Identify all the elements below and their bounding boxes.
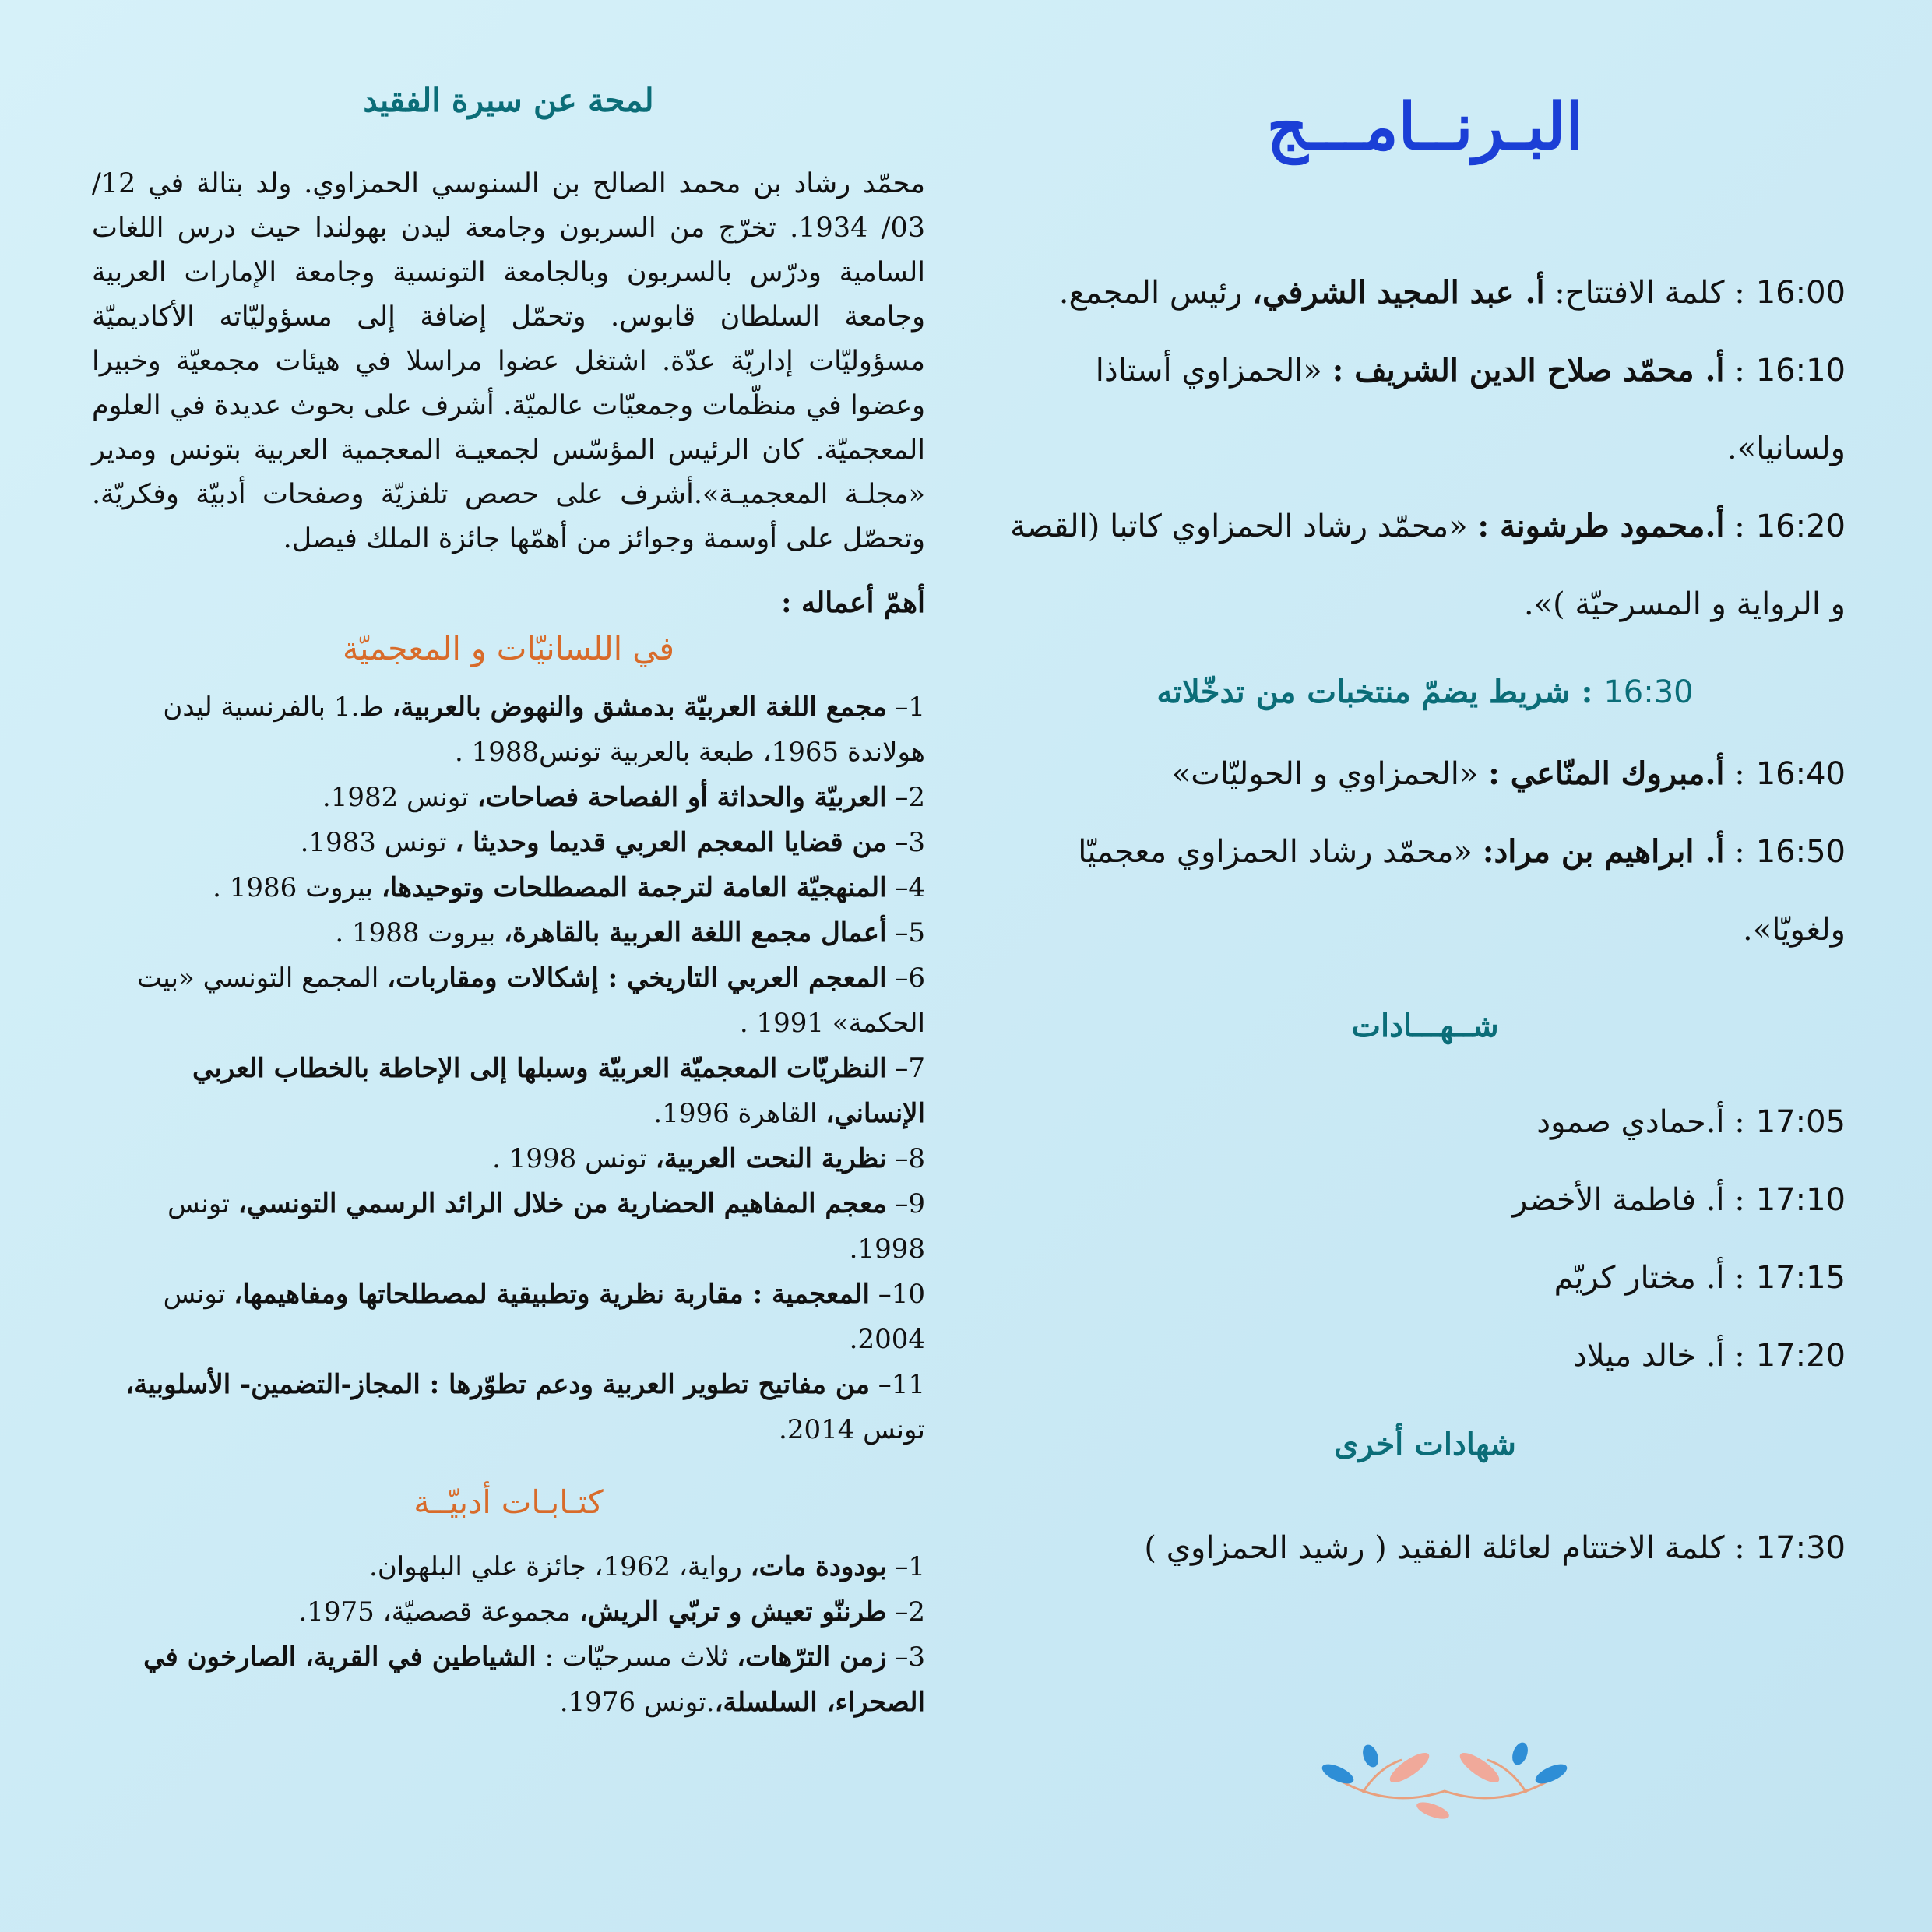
literary-details: رواية، 1962، جائزة علي البلهوان. (369, 1551, 751, 1582)
program-topic: «محمّد رشاد الحمزاوي معجميّا ولغويّا». (1078, 834, 1846, 948)
work-title: المعجمية : مقاربة نظرية وتطبيقية لمصطلحاتها ومفاهيمها، (234, 1279, 870, 1310)
work-item: 6– المعجم العربي التاريخي : إشكالات ومقاربات، المجمع التونسي «بيت الحكمة» 1991 . (136, 962, 925, 1039)
work-title: نظرية النحت العربية، (655, 1143, 887, 1174)
work-number: 8 (908, 1143, 925, 1174)
testimony-speaker: : أ. فاطمة الأخضر (1512, 1182, 1745, 1218)
program-item (1005, 813, 1846, 969)
testimony-speaker: : أ.حمادي صمود (1536, 1104, 1745, 1140)
work-item: 1– مجمع اللغة العربيّة بدمشق والنهوض بالعربية، ط.1 بالفرنسية ليدن هولاندة 1965، طبعة بالعربية تونس1988 . (163, 692, 925, 768)
work-title: المعجم العربي التاريخي : إشكالات ومقاربات، (387, 962, 887, 994)
work-details: بيروت 1988 . (335, 917, 504, 948)
program-title: البـرنــامـــج (1266, 90, 1584, 164)
program-speaker: أ.محمود طرشونة : (1477, 508, 1725, 544)
biography-column (92, 82, 925, 1725)
program-time: 16:40 (1755, 756, 1846, 792)
work-number: 2 (908, 782, 925, 813)
work-number: 3 (908, 827, 925, 858)
work-title: العربيّة والحداثة أو الفصاحة فصاحات، (477, 782, 887, 813)
testimony-time: 17:10 (1755, 1182, 1846, 1218)
literary-number: 1 (908, 1551, 925, 1582)
work-number: 4 (908, 872, 925, 903)
program-prefix: : (1724, 353, 1745, 389)
work-number: 11 (891, 1369, 925, 1400)
testimonies-list (1005, 1083, 1846, 1395)
program-item (1005, 332, 1846, 487)
work-item: 3– من قضايا المعجم العربي قديما وحديثا ، تونس 1983. (300, 827, 925, 858)
literary-details: مجموعة قصصيّة، 1975. (298, 1596, 579, 1628)
testimony-time: 17:15 (1755, 1260, 1846, 1296)
work-details: المجمع التونسي «بيت الحكمة» 1991 . (136, 962, 925, 1039)
work-title: المنهجيّة العامة لترجمة المصطلحات وتوحيدها، (381, 872, 887, 903)
work-item: 11– من مفاتيح تطوير العربية ودعم تطوّرها : المجاز-التضمين- الأسلوبية، تونس 2014. (125, 1369, 925, 1445)
literary-number: 2 (908, 1596, 925, 1628)
testimony-item (1005, 1083, 1846, 1161)
work-item: 5– أعمال مجمع اللغة العربية بالقاهرة، بيروت 1988 . (335, 917, 925, 948)
program-topic: «الحمزاوي و الحوليّات» (1171, 756, 1489, 792)
program-list-2 (1005, 735, 1846, 969)
work-number: 10 (891, 1279, 925, 1310)
work-title: أعمال مجمع اللغة العربية بالقاهرة، (504, 917, 887, 948)
program-speaker: أ.مبروك المنّاعي : (1488, 755, 1725, 792)
program-speaker: أ. عبد المجيد الشرفي، (1252, 274, 1545, 311)
program-prefix: : (1724, 509, 1745, 544)
literary-item: 2– طرننّو تعيش و تربّي الريش، مجموعة قصصيّة، 1975. (298, 1596, 925, 1628)
work-details: تونس 1982. (322, 782, 477, 813)
program-topic: رئيس المجمع. (1058, 275, 1253, 311)
program-prefix: : (1724, 756, 1745, 792)
testimony-time: 17:20 (1755, 1338, 1846, 1374)
program-speaker: أ. ابراهيم بن مراد: (1482, 833, 1725, 870)
work-details: تونس 2014. (779, 1414, 925, 1445)
work-number: 5 (908, 917, 925, 948)
testimonies-title: شــهـــادات (1351, 1008, 1499, 1044)
work-title: معجم المفاهيم الحضارية من خلال الرائد الرسمي التونسي، (238, 1188, 887, 1219)
work-item: 2– العربيّة والحداثة أو الفصاحة فصاحات، تونس 1982. (322, 782, 925, 813)
closing-item (1005, 1509, 1846, 1587)
work-details: تونس 2004. (163, 1279, 925, 1355)
work-item: 4– المنهجيّة العامة لترجمة المصطلحات وتوحيدها، بيروت 1986 . (213, 872, 925, 903)
work-item: 10– المعجمية : مقاربة نظرية وتطبيقية لمصطلحاتها ومفاهيمها، تونس 2004. (163, 1279, 925, 1355)
program-time: 16:10 (1755, 353, 1846, 389)
closing-time: 17:30 (1755, 1530, 1846, 1566)
testimony-item (1005, 1239, 1846, 1317)
work-details: ط.1 بالفرنسية ليدن هولاندة 1965، طبعة بالعربية تونس1988 . (163, 692, 925, 768)
work-item: 8– نظرية النحت العربية، تونس 1998 . (492, 1143, 925, 1174)
literary-title: بودودة مات، (750, 1551, 887, 1582)
literary-number: 3 (908, 1642, 925, 1673)
floral-flourish-icon (1316, 1737, 1573, 1830)
work-details: تونس 1998 . (492, 1143, 656, 1174)
work-details: بيروت 1986 . (213, 872, 382, 903)
other-testimonies-title: شهادات أخرى (1334, 1426, 1516, 1462)
linguistics-list (92, 684, 925, 1452)
works-heading: أهمّ أعماله : (781, 586, 925, 619)
program-item (1005, 735, 1846, 813)
program-prefix: : (1724, 834, 1745, 870)
film-text: : شريط يضمّ منتخبات من تدخّلاته (1156, 674, 1593, 710)
work-item: 7– النظريّات المعجميّة العربيّة وسبلها إلى الإحاطة بالخطاب العربي الإنساني، القاهرة 1996. (192, 1053, 925, 1129)
program-topic: «محمّد رشاد الحمزاوي كاتبا (القصة و الرواية و المسرحيّة )». (1010, 509, 1846, 622)
work-number: 9 (908, 1188, 925, 1219)
program-prefix: : كلمة الافتتاح: (1544, 275, 1745, 311)
testimony-item (1005, 1317, 1846, 1395)
program-time: 16:20 (1755, 509, 1846, 544)
work-title: النظريّات المعجميّة العربيّة وسبلها إلى الإحاطة بالخطاب العربي الإنساني، (192, 1053, 925, 1129)
literary-title: كتـابـات أدبيّــة (413, 1483, 604, 1521)
testimony-time: 17:05 (1755, 1104, 1846, 1140)
work-details: تونس 1998. (167, 1188, 925, 1265)
work-title: من مفاتيح تطوير العربية ودعم تطوّرها : المجاز-التضمين- الأسلوبية، (125, 1369, 870, 1400)
work-number: 6 (908, 962, 925, 994)
literary-title: طرننّو تعيش و تربّي الريش، (579, 1596, 887, 1628)
literary-details-2: .تونس 1976. (559, 1687, 715, 1718)
film-item (1005, 657, 1846, 727)
work-title: من قضايا المعجم العربي قديما وحديثا ، (455, 827, 887, 858)
testimony-speaker: : أ. خالد ميلاد (1572, 1338, 1745, 1374)
program-time: 16:00 (1755, 275, 1846, 311)
bio-text: محمّد رشاد بن محمد الصالح بن السنوسي الحمزاوي. ولد بتالة في 12/ 03/ 1934. تخرّج من السربون وجامعة ليدن بهولندا حيث درس اللغات السامية ودرّس بالسربون وبالجامعة التونسية وجامعة الإمارات العربية وجامعة السلطان قابوس. وتحمّل إضافة إلى مسؤوليّاته الأكاديميّة مسؤوليّات إداريّة عدّة. اشتغل عضوا مراسلا في هيئات مجمعيّة وخبيرا وعضوا في منظّمات وجمعيّات عالميّة. أشرف على بحوث عديدة في العلوم المعجميّة. كان الرئيس المؤسّس لجمعيـة المعجمية العربية بتونس ومدير «مجلـة المعجميـة».أشرف على حصص تلفزيّة وصفحات أدبيّة وفكريّة. وتحصّل على أوسمة وجوائز من أهمّها جائزة الملك فيصل. (92, 168, 925, 554)
work-number: 1 (908, 692, 925, 723)
testimony-speaker: : أ. مختار كريّم (1554, 1260, 1745, 1296)
program-list (1005, 254, 1846, 643)
literary-item: 1– بودودة مات، رواية، 1962، جائزة علي البلهوان. (369, 1551, 925, 1582)
literary-title: زمن الترّهات، (737, 1642, 887, 1673)
literary-title-2: الشياطين في القرية، الصارخون في الصحراء، السلسلة، (143, 1642, 925, 1718)
bio-title: لمحة عن سيرة الفقيد (363, 82, 654, 119)
literary-details: ثلاث مسرحيّات : (536, 1642, 737, 1673)
program-item (1005, 254, 1846, 332)
program-column (1005, 82, 1846, 1587)
testimony-item (1005, 1161, 1846, 1239)
film-time: 16:30 (1603, 674, 1694, 710)
work-number: 7 (908, 1053, 925, 1084)
literary-item: 3– زمن الترّهات، ثلاث مسرحيّات : الشياطين في القرية، الصارخون في الصحراء، السلسلة،.تونس 1976. (143, 1642, 925, 1718)
work-title: مجمع اللغة العربيّة بدمشق والنهوض بالعربية، (392, 692, 887, 723)
program-item (1005, 487, 1846, 643)
closing-text: : كلمة الاختتام لعائلة الفقيد ( رشيد الحمزاوي ) (1144, 1530, 1745, 1566)
program-speaker: أ. محمّد صلاح الدين الشريف : (1332, 352, 1725, 389)
work-details: تونس 1983. (300, 827, 456, 858)
program-time: 16:50 (1755, 834, 1846, 870)
work-item: 9– معجم المفاهيم الحضارية من خلال الرائد الرسمي التونسي، تونس 1998. (167, 1188, 925, 1265)
literary-list (92, 1544, 925, 1725)
program-topic: «الحمزاوي أستاذا ولسانيا». (1095, 353, 1846, 466)
work-details: القاهرة 1996. (653, 1098, 826, 1129)
linguistics-title: في اللسانيّات و المعجميّة (343, 630, 674, 667)
